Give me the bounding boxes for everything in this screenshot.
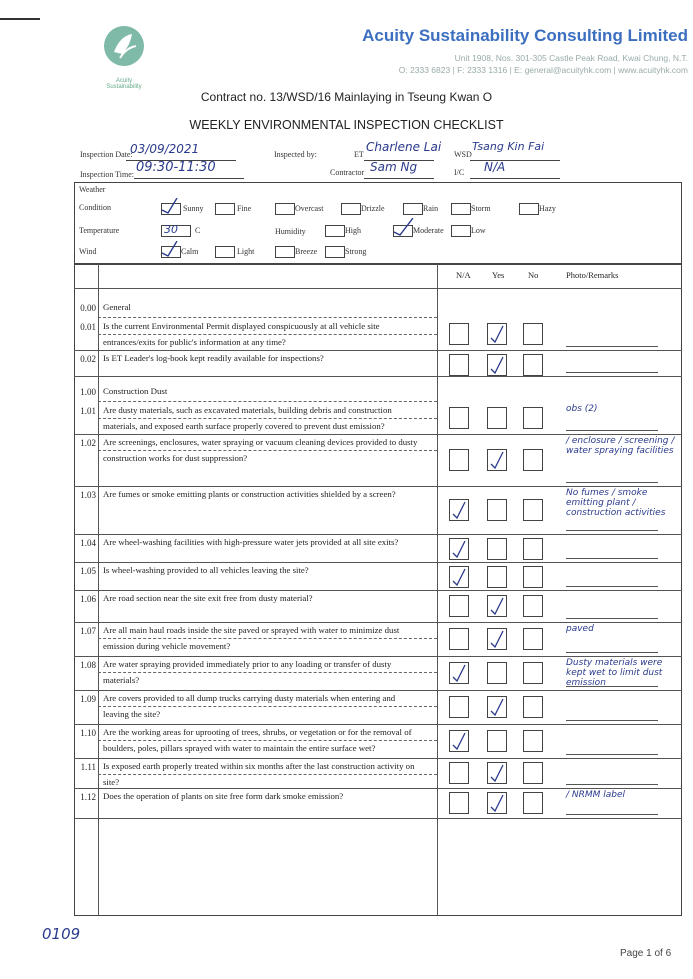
item-number: 1.02 xyxy=(80,438,96,448)
question-text-cont: leaving the site? xyxy=(103,709,161,719)
breeze-checkbox[interactable] xyxy=(275,246,295,258)
humidity-label: Humidity xyxy=(275,227,306,236)
remark-line xyxy=(566,430,658,431)
inspection-info xyxy=(74,140,682,180)
check-mark-icon xyxy=(490,630,504,648)
check-mark-icon xyxy=(490,764,504,782)
yes-checkbox[interactable] xyxy=(487,407,507,429)
no-checkbox[interactable] xyxy=(523,407,543,429)
wsd-value: Tsang Kin Fai xyxy=(472,140,545,153)
item-number: 1.12 xyxy=(80,792,96,802)
remark-line xyxy=(566,814,658,815)
na-checkbox[interactable] xyxy=(449,538,469,560)
question-text: Are dusty materials, such as excavated materials, building debris and construction xyxy=(103,405,392,415)
question-text: Does the operation of plants on site free form dark smoke emission? xyxy=(103,791,344,801)
no-checkbox[interactable] xyxy=(523,696,543,718)
checklist-title: WEEKLY ENVIRONMENTAL INSPECTION CHECKLIST xyxy=(189,118,504,132)
question-text: Are the working areas for uprooting of trees, shrubs, or vegetation or for the removal of xyxy=(103,727,412,737)
na-checkbox[interactable] xyxy=(449,792,469,814)
yes-checkbox[interactable] xyxy=(487,538,507,560)
temperature-value: 30 xyxy=(164,223,178,236)
yes-checkbox[interactable] xyxy=(487,762,507,784)
company-logo-icon xyxy=(100,22,148,80)
page-number: Page 1 of 6 xyxy=(620,948,672,959)
remark-text: / NRMM label xyxy=(566,790,626,800)
check-mark-icon xyxy=(490,698,504,716)
et-value: Charlene Lai xyxy=(366,140,442,154)
weather-section xyxy=(74,182,682,264)
question-text-cont: materials, and exposed earth surface properly covered to prevent dust emission? xyxy=(103,421,385,431)
item-number: 0.01 xyxy=(80,322,96,332)
hazy-label: Hazy xyxy=(539,204,556,213)
yes-checkbox[interactable] xyxy=(487,354,507,376)
na-checkbox[interactable] xyxy=(449,323,469,345)
no-checkbox[interactable] xyxy=(523,792,543,814)
no-checkbox[interactable] xyxy=(523,628,543,650)
check-mark-icon xyxy=(490,325,504,343)
remark-line xyxy=(566,558,658,559)
yes-checkbox[interactable] xyxy=(487,499,507,521)
question-text: Is the current Environmental Permit displayed conspicuously at all vehicle site xyxy=(103,321,380,331)
row-separator xyxy=(74,376,682,377)
item-number: 1.07 xyxy=(80,626,96,636)
ic-value: N/A xyxy=(484,160,506,174)
yes-checkbox[interactable] xyxy=(487,696,507,718)
moderate-humidity-checkbox[interactable] xyxy=(393,225,413,237)
item-number: 1.09 xyxy=(80,694,96,704)
col-na: N/A xyxy=(456,270,471,280)
logo-text: Acuity Sustainability xyxy=(106,78,142,90)
question-text: Are all main haul roads inside the site paved or sprayed with water to minimize dust xyxy=(103,625,400,635)
question-text: Are water spraying provided immediately prior to any loading or transfer of dusty xyxy=(103,659,392,669)
overcast-checkbox[interactable] xyxy=(275,203,295,215)
light-checkbox[interactable] xyxy=(215,246,235,258)
remark-line xyxy=(566,482,658,483)
inspected-by-label: Inspected by: xyxy=(274,150,317,159)
remark-line xyxy=(566,652,658,653)
col-yes: Yes xyxy=(492,270,505,280)
question-text: Are covers provided to all dump trucks carrying dusty materials when entering and xyxy=(103,693,396,703)
initial-mark: 0109 xyxy=(42,925,81,943)
item-number: 1.01 xyxy=(80,406,96,416)
section-number: 0.00 xyxy=(80,303,96,313)
rain-label: Rain xyxy=(423,204,439,213)
weather-heading: Weather xyxy=(79,185,106,194)
check-mark-icon xyxy=(490,356,504,374)
question-text-cont: entrances/exits for public's information at any time? xyxy=(103,337,286,347)
et-label: ET xyxy=(354,150,364,159)
condition-label: Condition xyxy=(79,203,112,212)
remark-line xyxy=(566,720,658,721)
item-number: 1.05 xyxy=(80,566,96,576)
na-checkbox[interactable] xyxy=(449,499,469,521)
yes-checkbox[interactable] xyxy=(487,792,507,814)
item-number: 1.11 xyxy=(80,762,96,772)
no-checkbox[interactable] xyxy=(523,762,543,784)
no-checkbox[interactable] xyxy=(523,730,543,752)
remark-line xyxy=(566,372,658,373)
no-checkbox[interactable] xyxy=(523,323,543,345)
na-checkbox[interactable] xyxy=(449,407,469,429)
yes-checkbox[interactable] xyxy=(487,662,507,684)
overcast-label: Overcast xyxy=(295,204,324,213)
wind-label: Wind xyxy=(79,247,97,256)
na-checkbox[interactable] xyxy=(449,628,469,650)
calm-checkbox[interactable] xyxy=(161,246,181,258)
question-text: Are screenings, enclosures, water spraying or vacuum cleaning devices provided to dusty xyxy=(103,437,418,447)
question-text-cont: site? xyxy=(103,777,120,787)
yes-checkbox[interactable] xyxy=(487,566,507,588)
no-checkbox[interactable] xyxy=(523,354,543,376)
contractor-label: Contractor xyxy=(330,168,365,177)
na-checkbox[interactable] xyxy=(449,449,469,471)
question-text: Is wheel-washing provided to all vehicles leaving the site? xyxy=(103,565,309,575)
scan-mark xyxy=(0,18,40,20)
question-text-cont: construction works for dust suppression? xyxy=(103,453,248,463)
drizzle-checkbox[interactable] xyxy=(341,203,361,215)
contractor-value: Sam Ng xyxy=(370,160,418,174)
high-label: High xyxy=(345,226,361,235)
breeze-label: Breeze xyxy=(295,247,318,256)
remark-text: paved xyxy=(566,624,594,634)
moderate-label: Moderate xyxy=(413,226,444,235)
wsd-label: WSD xyxy=(454,150,472,159)
check-mark-icon xyxy=(490,597,504,615)
question-text: Are road section near the site exit free from dusty material? xyxy=(103,593,313,603)
strong-label: Strong xyxy=(345,247,367,256)
remark-line xyxy=(566,754,658,755)
no-checkbox[interactable] xyxy=(523,566,543,588)
yes-checkbox[interactable] xyxy=(487,595,507,617)
question-text: Is ET Leader's log-book kept readily available for inspections? xyxy=(103,353,324,363)
row-separator xyxy=(74,818,682,819)
yes-checkbox[interactable] xyxy=(487,449,507,471)
temperature-label: Temperature xyxy=(79,226,120,235)
yes-checkbox[interactable] xyxy=(487,730,507,752)
question-text: Are wheel-washing facilities with high-pressure water jets provided at all site exits? xyxy=(103,537,399,547)
item-number: 0.02 xyxy=(80,354,96,364)
na-checkbox[interactable] xyxy=(449,730,469,752)
light-label: Light xyxy=(237,247,255,256)
date-label: Inspection Date: xyxy=(80,150,133,159)
date-value: 03/09/2021 xyxy=(130,142,200,156)
time-value: 09:30-11:30 xyxy=(136,160,216,175)
check-mark-icon xyxy=(452,664,466,682)
no-checkbox[interactable] xyxy=(523,499,543,521)
remark-line xyxy=(566,346,658,347)
temperature-field[interactable] xyxy=(161,225,191,237)
remark-line xyxy=(566,586,658,587)
contract-title: Contract no. 13/WSD/16 Mainlaying in Tseung Kwan O xyxy=(200,90,493,104)
na-checkbox[interactable] xyxy=(449,662,469,684)
question-text-cont: materials? xyxy=(103,675,140,685)
check-mark-icon xyxy=(452,501,466,519)
section-title: General xyxy=(103,302,131,312)
no-checkbox[interactable] xyxy=(523,538,543,560)
no-checkbox[interactable] xyxy=(523,595,543,617)
remark-line xyxy=(566,530,658,531)
storm-checkbox[interactable] xyxy=(451,203,471,215)
yes-checkbox[interactable] xyxy=(487,323,507,345)
na-checkbox[interactable] xyxy=(449,595,469,617)
drizzle-label: Drizzle xyxy=(361,204,385,213)
time-label: Inspection Time: xyxy=(80,170,135,179)
strong-checkbox[interactable] xyxy=(325,246,345,258)
company-name: Acuity Sustainability Consulting Limited xyxy=(362,26,688,45)
fine-label: Fine xyxy=(237,204,252,213)
address-line: Unit 1908, Nos. 301-305 Castle Peak Road, Kwai Chung, N.T. xyxy=(454,53,688,63)
company-address xyxy=(230,52,688,76)
remark-text: No fumes / smoke emitting plant / construction activities xyxy=(566,488,666,518)
check-mark-icon xyxy=(452,732,466,750)
remark-text: / enclosure / screening / water spraying facilities xyxy=(566,436,675,456)
sunny-label: Sunny xyxy=(183,204,204,213)
question-text: Is exposed earth properly treated within six months after the last construction activity on xyxy=(103,761,415,771)
remark-text: Dusty materials were kept wet to limit dust emission xyxy=(566,658,663,688)
temperature-unit: C xyxy=(195,226,201,235)
no-checkbox[interactable] xyxy=(523,449,543,471)
na-checkbox[interactable] xyxy=(449,354,469,376)
item-number: 1.06 xyxy=(80,594,96,604)
fine-checkbox[interactable] xyxy=(215,203,235,215)
section-number: 1.00 xyxy=(80,387,96,397)
col-remarks: Photo/Remarks xyxy=(566,270,619,280)
question-text-cont: boulders, poles, pillars sprayed with water to maintain the entire surface wet? xyxy=(103,743,376,753)
remark-line xyxy=(566,784,658,785)
storm-label: Storm xyxy=(471,204,491,213)
check-mark-icon xyxy=(490,794,504,812)
check-mark-icon xyxy=(452,568,466,586)
low-label: Low xyxy=(471,226,486,235)
hazy-checkbox[interactable] xyxy=(519,203,539,215)
no-checkbox[interactable] xyxy=(523,662,543,684)
remark-line xyxy=(566,618,658,619)
remark-text: obs (2) xyxy=(566,404,598,414)
item-number: 1.04 xyxy=(80,538,96,548)
calm-label: Calm xyxy=(181,247,199,256)
ic-label: I/C xyxy=(454,168,465,177)
item-number: 1.08 xyxy=(80,660,96,670)
na-checkbox[interactable] xyxy=(449,762,469,784)
yes-checkbox[interactable] xyxy=(487,628,507,650)
question-text: Are fumes or smoke emitting plants or construction activities shielded by a screen? xyxy=(103,489,396,499)
low-humidity-checkbox[interactable] xyxy=(451,225,471,237)
na-checkbox[interactable] xyxy=(449,696,469,718)
item-number: 1.03 xyxy=(80,490,96,500)
col-no: No xyxy=(528,270,539,280)
question-text-cont: emission during vehicle movement? xyxy=(103,641,231,651)
contact-line: O: 2333 6823 | F: 2333 1316 | E: general@acuityhk.com | www.acuityhk.com xyxy=(398,65,688,75)
sunny-checkbox[interactable] xyxy=(161,203,181,215)
section-title: Construction Dust xyxy=(103,386,168,396)
item-number: 1.10 xyxy=(80,728,96,738)
rain-checkbox[interactable] xyxy=(403,203,423,215)
high-humidity-checkbox[interactable] xyxy=(325,225,345,237)
na-checkbox[interactable] xyxy=(449,566,469,588)
check-mark-icon xyxy=(452,540,466,558)
check-mark-icon xyxy=(490,451,504,469)
